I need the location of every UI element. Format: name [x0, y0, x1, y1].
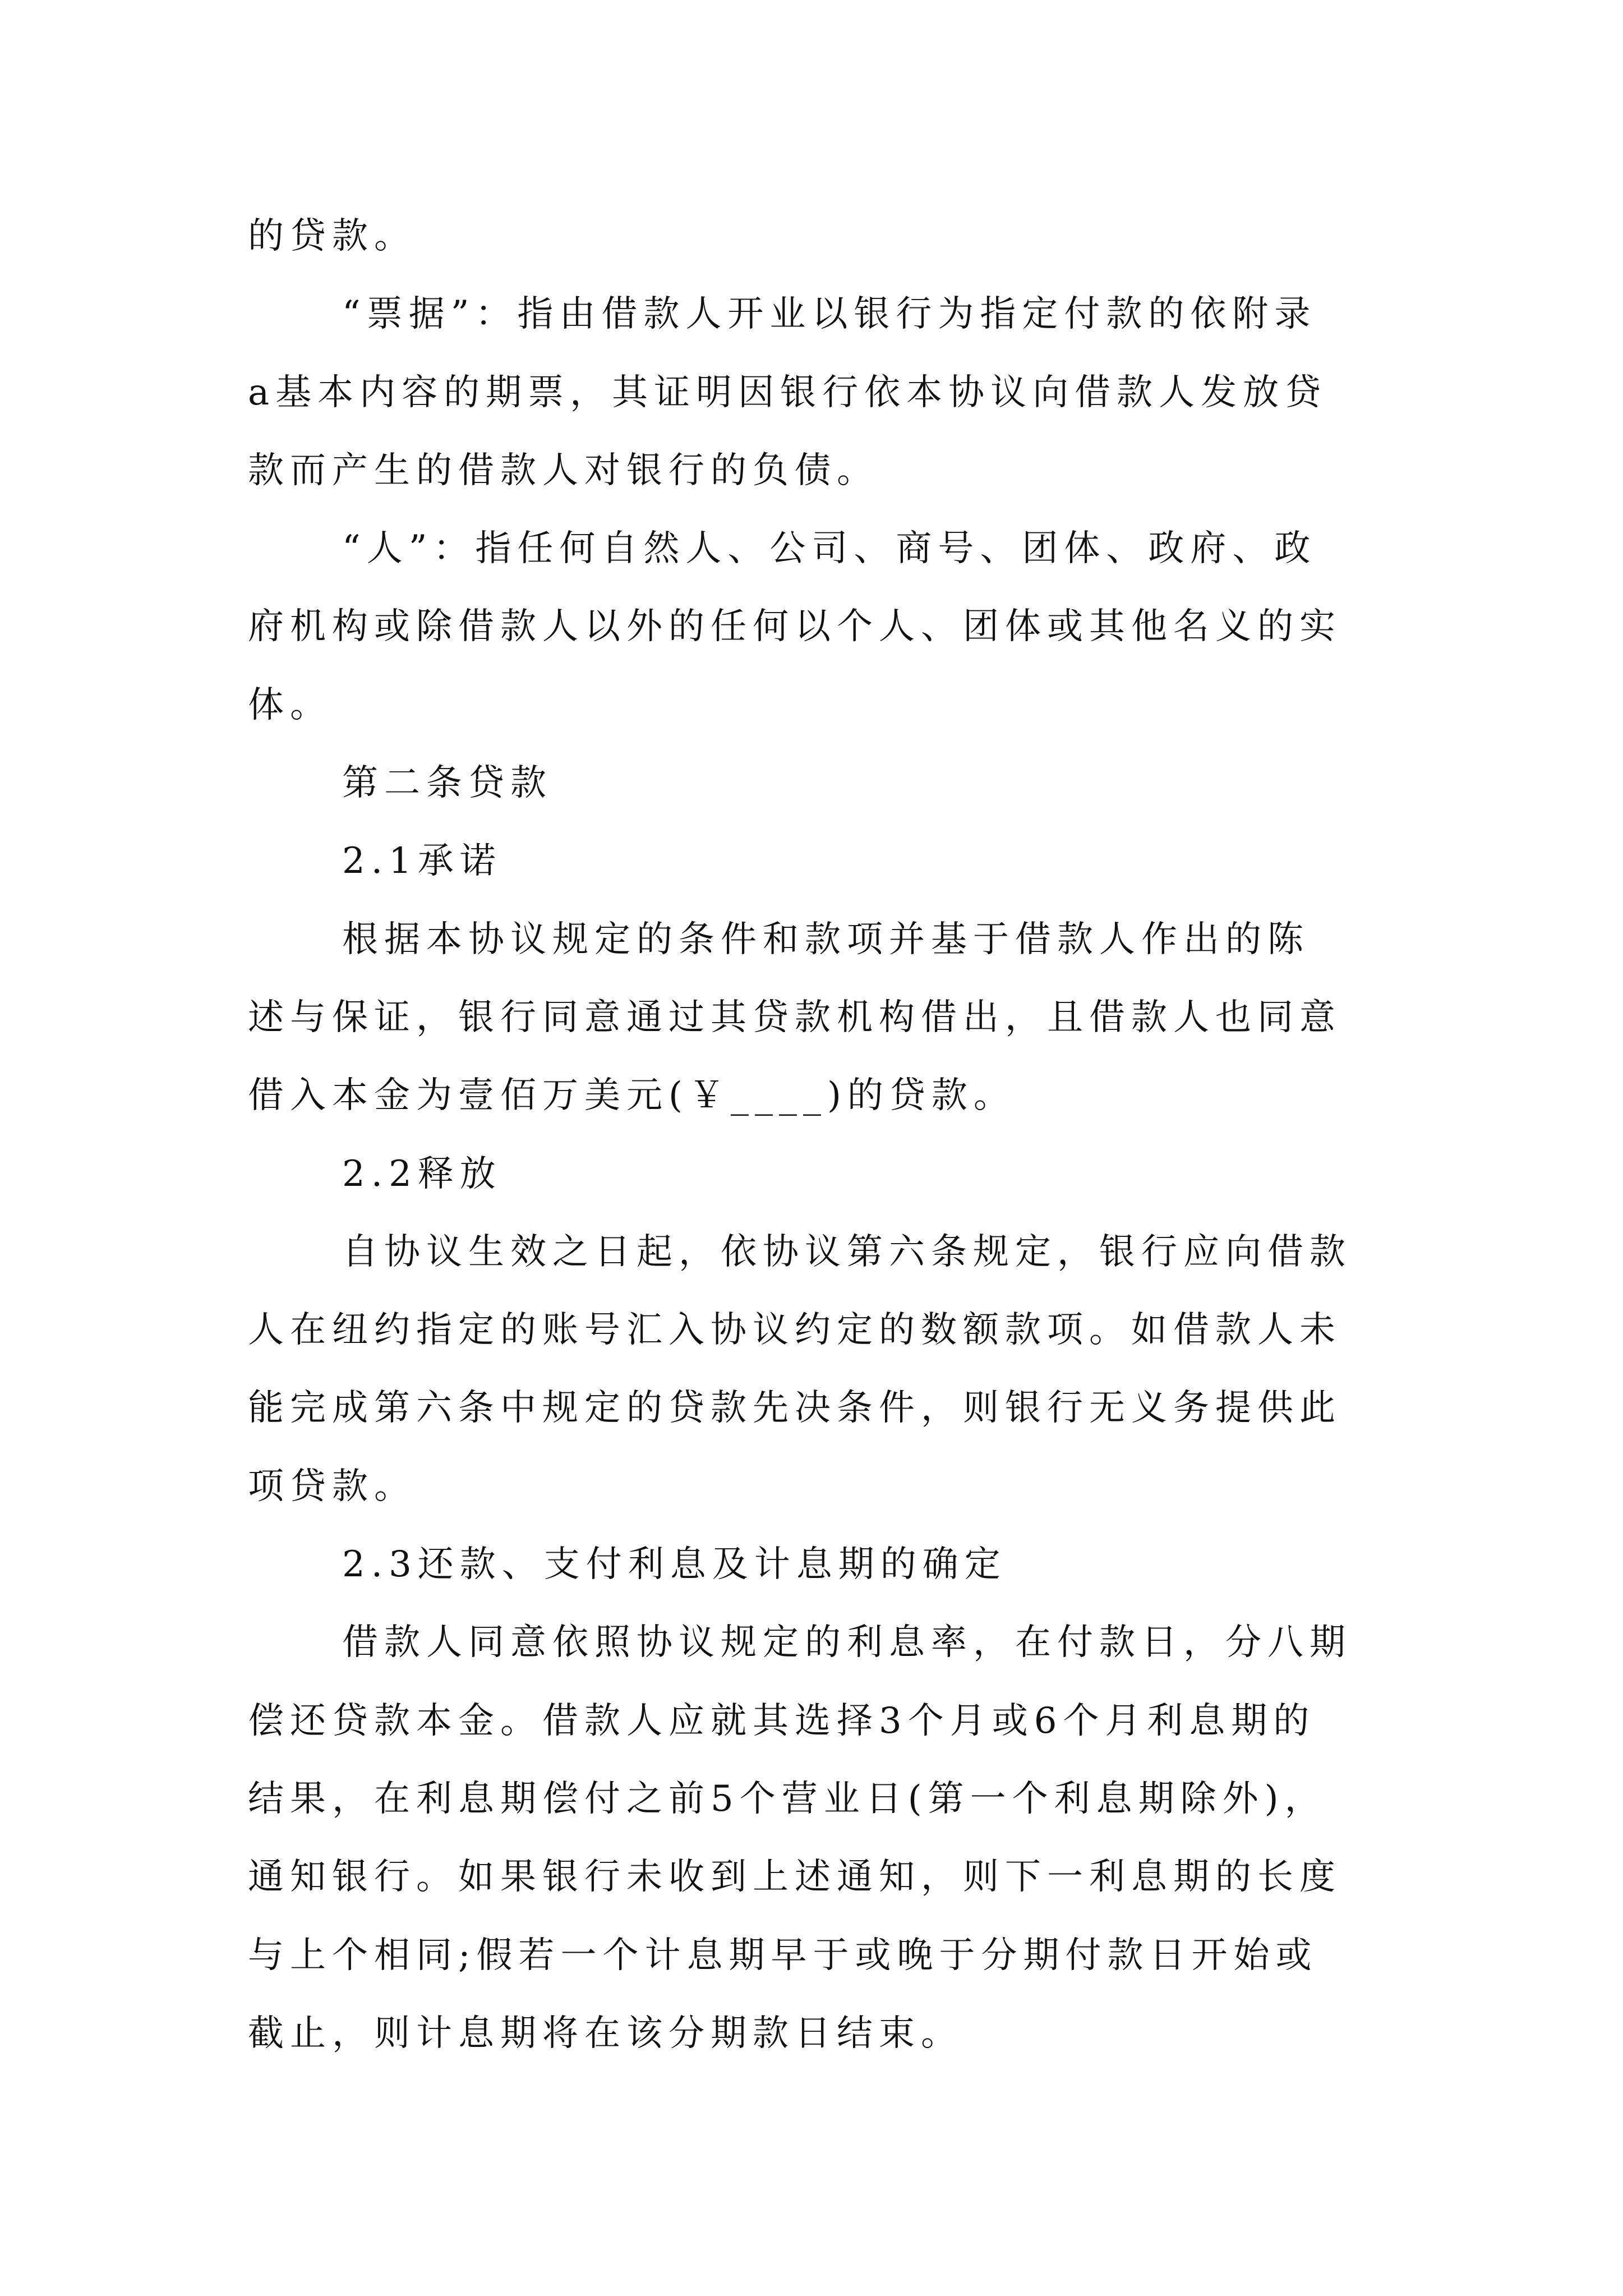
clause-heading-2-1: 2.1承诺 — [342, 840, 502, 882]
text-line: 与上个相同;假若一个计息期早于或晚于分期付款日开始或 — [248, 1934, 1318, 1976]
text-line: 能完成第六条中规定的贷款先决条件，则银行无义务提供此 — [248, 1387, 1341, 1429]
text-line: 结果，在利息期偿付之前5个营业日(第一个利息期除外)， — [248, 1778, 1327, 1820]
text-line: 截止，则计息期将在该分期款日结束。 — [248, 2012, 963, 2054]
text-line: 自协议生效之日起，依协议第六条规定，银行应向借款 — [342, 1231, 1352, 1273]
text-line: 的贷款。 — [248, 215, 416, 257]
document-body — [248, 197, 1403, 2073]
text-line: 借款人同意依照协议规定的利息率，在付款日，分八期 — [342, 1622, 1352, 1664]
definition-paragraph-person: “人”：指任何自然人、公司、商号、团体、政府、政 — [342, 528, 1317, 570]
article-heading: 第二条贷款 — [342, 762, 552, 804]
text-line: 项贷款。 — [248, 1465, 416, 1507]
text-line: 偿还贷款本金。借款人应就其选择3个月或6个月利息期的 — [248, 1700, 1316, 1742]
text-line: a基本内容的期票，其证明因银行依本协议向借款人发放贷 — [248, 371, 1327, 413]
clause-heading-2-3: 2.3还款、支付利息及计息期的确定 — [342, 1544, 1007, 1586]
text-line: 人在纽约指定的账号汇入协议约定的数额款项。如借款人未 — [248, 1309, 1341, 1351]
text-line: 体。 — [248, 684, 332, 726]
clause-heading-2-2: 2.2释放 — [342, 1153, 502, 1195]
text-line: 府机构或除借款人以外的任何以个人、团体或其他名义的实 — [248, 606, 1341, 648]
text-line: 借入本金为壹佰万美元(￥____)的贷款。 — [248, 1075, 1016, 1117]
definition-paragraph-bills: “票据”：指由借款人开业以银行为指定付款的依附录 — [342, 293, 1317, 335]
text-line: 根据本协议规定的条件和款项并基于借款人作出的陈 — [342, 918, 1310, 960]
text-line: 述与保证，银行同意通过其贷款机构借出，且借款人也同意 — [248, 996, 1341, 1038]
text-line: 款而产生的借款人对银行的负债。 — [248, 449, 879, 491]
text-line: 通知银行。如果银行未收到上述通知，则下一利息期的长度 — [248, 1856, 1341, 1898]
